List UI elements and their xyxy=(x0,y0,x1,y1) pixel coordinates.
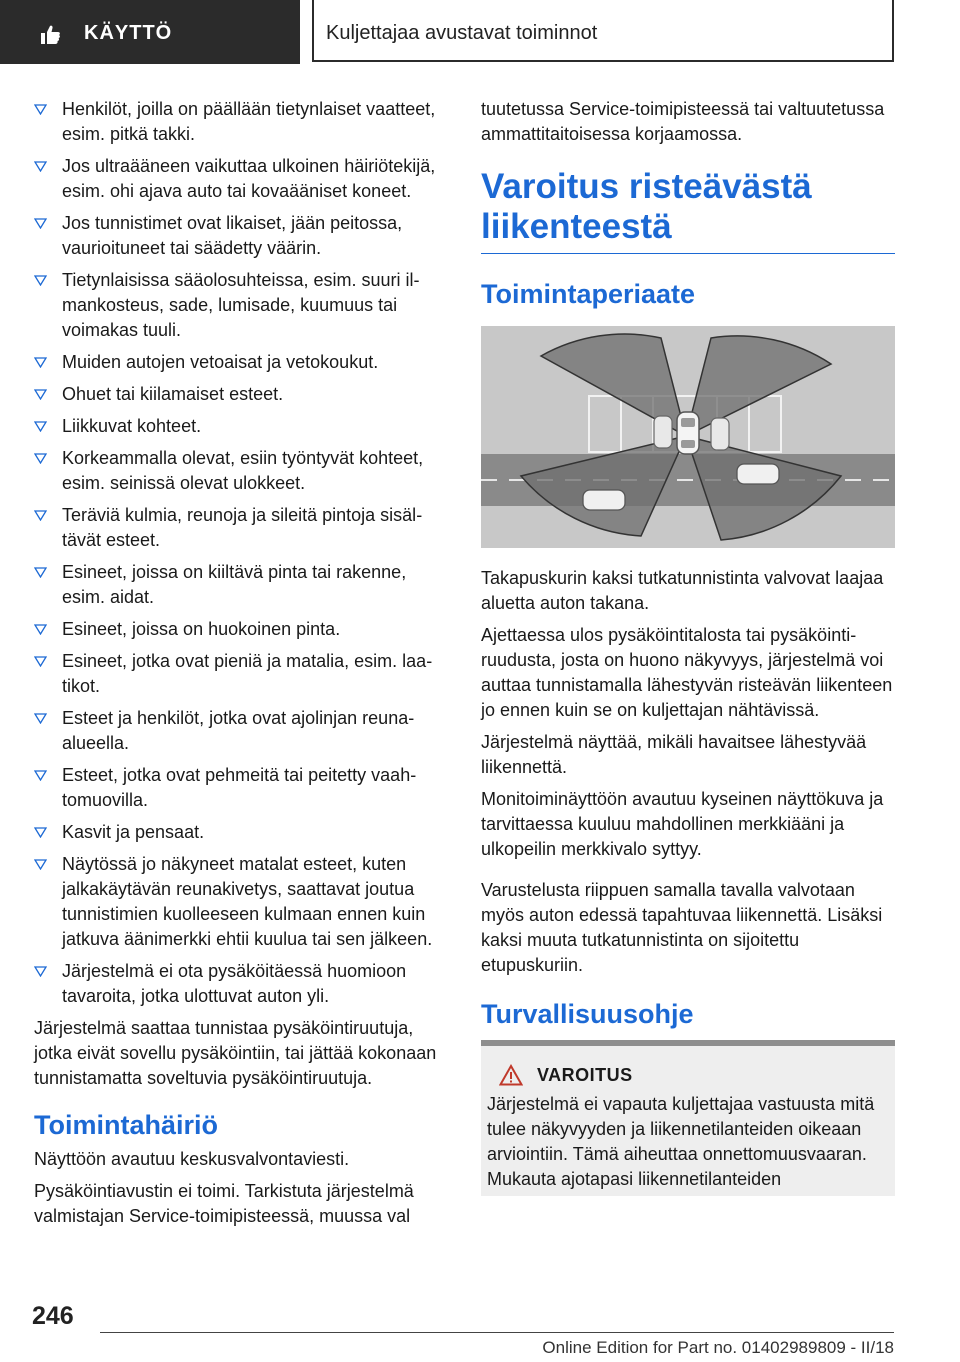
triangle-bullet-icon xyxy=(34,713,47,724)
edition-note: Online Edition for Part no. 01402989809 - II/18 xyxy=(542,1338,894,1357)
page-header xyxy=(0,0,960,64)
main-heading: Varoitus risteävästä liikenteestä xyxy=(481,167,895,254)
list-item xyxy=(34,382,450,407)
list-item-text: Ohuet tai kiilamaiset esteet. xyxy=(62,384,284,404)
list-item xyxy=(34,350,450,375)
chapter-title: Kuljettajaa avustavat toiminnot xyxy=(326,22,598,44)
left-column xyxy=(34,97,450,1236)
list-item xyxy=(34,706,450,756)
triangle-bullet-icon xyxy=(34,104,47,115)
section-heading: Toimintaperiaate xyxy=(481,279,696,309)
list-item xyxy=(34,763,450,813)
warning-text: Järjestelmä ei vapauta kuljettajaa vastuusta mitä tulee näkyvyyden ja liikennetilanteiden oikeaan arviointiin. Tämä aiheuttaa onnettomuusvaaran. Mukauta ajotapasi liikennetilanteiden xyxy=(487,1094,875,1189)
list-item xyxy=(34,852,450,952)
list-item-text: Korkeammalla olevat, esiin työntyvät kohteet, esim. seinissä olevat ulokkeet. xyxy=(62,448,424,493)
triangle-bullet-icon xyxy=(34,656,47,667)
body-paragraph: Varustelusta riippuen samalla tavalla valvotaan myös auton edessä tapahtuvaa liikennettä. Lisäksi kaksi muuta tutkatunnistinta on sijoitettu etupuskuriin. xyxy=(481,880,883,975)
list-item-text: Jos ultraääneen vaikuttaa ulkoinen häiriötekijä, esim. ohi ajava auto tai kovaääniset koneet. xyxy=(62,156,436,201)
triangle-bullet-icon xyxy=(34,859,47,870)
warning-box xyxy=(481,1040,895,1196)
body-paragraph: Takapuskurin kaksi tutkatunnistinta valvovat laajaa aluetta auton takana. xyxy=(481,568,884,613)
triangle-bullet-icon xyxy=(34,966,47,977)
list-item-text: Esteet ja henkilöt, jotka ovat ajolinjan reunaalueella. xyxy=(62,708,415,753)
list-item-text: Henkilöt, joilla on päällään tietynlaiset vaatteet, esim. pitkä takki. xyxy=(62,99,436,144)
list-item-text: Liikkuvat kohteet. xyxy=(62,416,202,436)
list-item xyxy=(34,97,450,147)
right-column xyxy=(481,97,895,1196)
footer-divider xyxy=(100,1332,894,1333)
bullet-list xyxy=(34,97,450,1009)
list-item xyxy=(34,414,450,439)
body-paragraph: tuutetussa Service-toimipisteessä tai valtuutetussa ammattitaitoisessa korjaamossa. xyxy=(481,99,885,144)
triangle-bullet-icon xyxy=(34,453,47,464)
list-item-text: Esineet, joissa on kiiltävä pinta tai rakenne, esim. aidat. xyxy=(62,562,407,607)
body-paragraph: Järjestelmä näyttää, mikäli havaitsee lähestyvää liikennettä. xyxy=(481,732,867,777)
triangle-bullet-icon xyxy=(34,389,47,400)
triangle-bullet-icon xyxy=(34,510,47,521)
body-paragraph: Järjestelmä saattaa tunnistaa pysäköintiruutuja, jotka eivät sovellu pysäköintiin, tai jättää kokonaan tunnistamatta soveltuvia pysäköintiruutuja. xyxy=(34,1018,437,1088)
list-item-text: Esteet, jotka ovat pehmeitä tai peitetty vaahtomuovilla. xyxy=(62,765,417,810)
list-item xyxy=(34,649,450,699)
list-item-text: Jos tunnistimet ovat likaiset, jään peitossa, vaurioituneet tai säädetty väärin. xyxy=(62,213,403,258)
warning-title-row xyxy=(487,1064,887,1086)
triangle-bullet-icon xyxy=(34,218,47,229)
list-item-text: Esineet, jotka ovat pieniä ja matalia, esim. laatikot. xyxy=(62,651,433,696)
list-item xyxy=(34,446,450,496)
section-title: KÄYTTÖ xyxy=(84,22,173,44)
chapter-box xyxy=(312,0,894,62)
triangle-bullet-icon xyxy=(34,421,47,432)
list-item xyxy=(34,503,450,553)
list-item-text: Tietynlaisissa sääolosuhteissa, esim. suuri ilmankosteus, sade, lumisade, kuumuus tai voimakas tuuli. xyxy=(62,270,420,340)
page-number: 246 xyxy=(32,1302,74,1330)
list-item-text: Teräviä kulmia, reunoja ja sileitä pintoja sisältävät esteet. xyxy=(62,505,423,550)
page-footer xyxy=(0,1290,960,1362)
body-paragraph: Monitoiminäyttöön avautuu kyseinen näyttökuva ja tarvittaessa kuuluu mahdollinen merkkiääni ja ulkopeilin merkkivalo syttyy. xyxy=(481,789,884,859)
list-item xyxy=(34,211,450,261)
cross-traffic-illustration xyxy=(481,326,895,548)
list-item-text: Esineet, joissa on huokoinen pinta. xyxy=(62,619,341,639)
list-item xyxy=(34,268,450,343)
triangle-bullet-icon xyxy=(34,827,47,838)
body-paragraph: Näyttöön avautuu keskusvalvontaviesti. xyxy=(34,1149,350,1169)
warning-triangle-icon xyxy=(499,1064,523,1086)
triangle-bullet-icon xyxy=(34,567,47,578)
section-heading: Turvallisuusohje xyxy=(481,999,694,1029)
hand-pointer-icon xyxy=(38,24,62,46)
list-item xyxy=(34,820,450,845)
list-item xyxy=(34,617,450,642)
section-tab xyxy=(0,0,300,64)
section-heading: Toimintahäiriö xyxy=(34,1110,219,1140)
triangle-bullet-icon xyxy=(34,357,47,368)
body-paragraph: Ajettaessa ulos pysäköintitalosta tai pysäköintiruudusta, josta on huono näkyvyys, järjestelmä voi auttaa tunnistamalla lähestyvän risteävän liikenteen jo ennen kuin se on kuljettajan nähtävissä. xyxy=(481,625,893,720)
list-item-text: Kasvit ja pensaat. xyxy=(62,822,205,842)
list-item-text: Järjestelmä ei ota pysäköitäessä huomioon tavaroita, jotka ulottuvat auton yli. xyxy=(62,961,407,1006)
triangle-bullet-icon xyxy=(34,624,47,635)
warning-title: VAROITUS xyxy=(537,1064,633,1085)
list-item-text: Näytössä jo näkyneet matalat esteet, kuten jalkakäytävän reunakivetys, saattavat joutua tunnistimien kuolleeseen kulmaan ennen kuin jatkuva äänimerkki ehtii kuulua tai sen jälkeen. xyxy=(62,854,433,949)
triangle-bullet-icon xyxy=(34,161,47,172)
list-item-text: Muiden autojen vetoaisat ja vetokoukut. xyxy=(62,352,379,372)
triangle-bullet-icon xyxy=(34,770,47,781)
list-item xyxy=(34,560,450,610)
triangle-bullet-icon xyxy=(34,275,47,286)
body-paragraph: Pysäköintiavustin ei toimi. Tarkistuta järjestelmä valmistajan Service-toimipisteessä, muussa val xyxy=(34,1181,414,1226)
list-item xyxy=(34,959,450,1009)
list-item xyxy=(34,154,450,204)
